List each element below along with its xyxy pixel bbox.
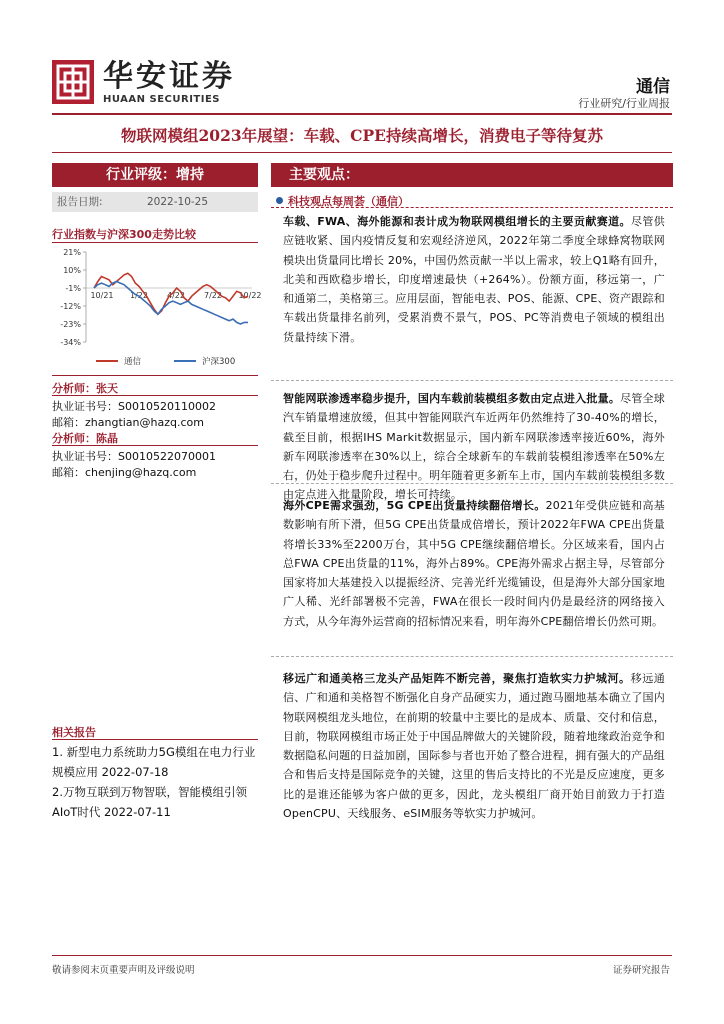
related-report-item[interactable]: 2.万物互联到万物智联，智能模组引领AIoT时代 2022-07-11 xyxy=(52,785,247,819)
y-tick-label: -1% xyxy=(65,284,81,293)
footer-label: 证券研究报告 xyxy=(612,965,670,976)
x-tick-label: 10/21 xyxy=(90,291,114,300)
x-tick-label: 4/22 xyxy=(167,291,185,300)
analyst-1-divider xyxy=(52,395,258,396)
paragraph xyxy=(283,212,665,347)
paragraph-lead: 移远广和通美格三龙头产品矩阵不断完善，聚焦打造软实力护城河。 xyxy=(283,672,631,685)
legend-label: 通信 xyxy=(124,357,142,367)
related-reports-divider xyxy=(52,739,258,740)
analyst-2-cert: 执业证书号：S0010522070001 xyxy=(52,450,216,463)
y-tick-label: -23% xyxy=(60,320,81,329)
weekly-section-label: 科技观点每周荟（通信） xyxy=(288,195,409,208)
report-date-row xyxy=(52,192,258,212)
title-divider xyxy=(52,152,672,153)
x-tick-label: 1/22 xyxy=(130,291,148,300)
analyst-2-divider xyxy=(52,445,258,446)
y-tick-label: 10% xyxy=(63,266,81,275)
report-date-label: 报告日期: xyxy=(57,196,103,208)
related-reports-title: 相关报告 xyxy=(52,726,96,739)
paragraph-divider xyxy=(271,380,673,382)
paragraph-divider xyxy=(271,483,673,485)
chart-divider xyxy=(52,242,258,243)
paragraph xyxy=(283,496,665,631)
company-logo-text: 华安证券 xyxy=(103,59,235,94)
paragraph-lead: 智能网联渗透率稳步提升，国内车载前装模组多数由定点进入批量。 xyxy=(283,392,621,405)
header-divider xyxy=(52,113,672,115)
analyst-1-title: 分析师：张天 xyxy=(52,382,118,395)
series-line-0 xyxy=(94,273,248,314)
analyst-1-cert: 执业证书号：S0010520110002 xyxy=(52,400,216,413)
related-report-item[interactable]: 1. 新型电力系统助力5G模组在电力行业规模应用 2022-07-18 xyxy=(52,745,256,779)
sector-label: 通信 xyxy=(636,77,670,97)
paragraph xyxy=(283,669,665,823)
index-comparison-chart xyxy=(52,244,262,374)
paragraph-body: 尽管供应链收紧、国内疫情反复和宏观经济逆风，2022年第二季度全球蜂窝物联网模块出货量同比增长 20%，中国仍然贡献一半以上需求，较上Q1略有回升，北美和西欧稳步增长，印度增速最快（+264%）。份额方面，移远第一，广和通第二，美格第三。应用层面，智能电表、POS、能源、CPE、资产跟踪和车载出货量排名前列，受累消费不景气，POS、PC等消费电子领域的模组出货量持续下滑。 xyxy=(283,215,665,344)
weekly-divider xyxy=(271,207,673,209)
report-date-value: 2022-10-25 xyxy=(147,196,209,208)
x-tick-label: 10/22 xyxy=(238,291,262,300)
paragraph-lead: 车载、FWA、海外能源和表计成为物联网模组增长的主要贡献赛道。 xyxy=(283,215,631,228)
key-points-header: 主要观点： xyxy=(271,163,673,187)
chart-title: 行业指数与沪深300走势比较 xyxy=(52,228,196,241)
legend-label: 沪深300 xyxy=(202,357,236,367)
paragraph-body: 2021年受供应链和高基数影响有所下滑，但5G CPE出货量成倍增长，预计2022年FWA CPE出货量将增长33%至2200万台，其中5G CPE继续翻倍增长。分区域来看，国内占总FWA CPE出货量的11%，海外占89%。CPE海外需求占据主导，尽管部分国家将加大基建投入以提振经济、完善光纤光缆铺设，但是海外大部分国家地广人稀、光纤部署极不完善，FWA在很长一段时间内仍是最经济的网络接入方式，从今年海外运营商的招标情况来看，明年海外CPE翻倍增长仍然可期。 xyxy=(283,499,665,628)
paragraph-lead: 海外CPE需求强劲，5G CPE出货量持续翻倍增长。 xyxy=(283,499,546,512)
paragraph-body: 尽管全球汽车销量增速放缓，但其中智能网联汽车近两年仍然维持了30-40%的增长，截至目前，根据IHS Markit数据显示，国内新车网联渗透率接近60%，海外新车网联渗透率在30%以上，综合全球新车的车载前装模组渗透率在50%左右，仍处于稳步爬升过程中。明年随着更多新车上市，国内车载前装模组多数由定点进入批量阶段，增长可持续。 xyxy=(283,392,665,502)
analyst-1-email[interactable]: 邮箱：zhangtian@hazq.com xyxy=(52,416,204,429)
paragraph xyxy=(283,389,665,505)
report-title: 物联网模组2023年展望：车载、CPE持续高增长，消费电子等待复苏 xyxy=(121,126,603,145)
y-tick-label: -34% xyxy=(60,338,81,347)
y-tick-label: -12% xyxy=(60,302,81,311)
industry-rating: 行业评级：增持 xyxy=(52,163,258,187)
analyst-2-title: 分析师：陈晶 xyxy=(52,432,118,445)
bullet-dot-icon xyxy=(276,197,283,204)
footer-disclaimer[interactable]: 敬请参阅末页重要声明及评级说明 xyxy=(52,965,195,976)
y-tick-label: 21% xyxy=(63,248,81,257)
paragraph-divider xyxy=(271,656,673,658)
x-tick-label: 7/22 xyxy=(204,291,222,300)
paragraph-body: 移远通信、广和通和美格智不断强化自身产品硬实力，通过跑马圈地基本确立了国内物联网模组龙头地位，在前期的较量中主要比的是成本、质量、交付和信息，目前，物联网模组市场正处于中国品牌做大的关键阶段，随着地缘政治竞争和数据隐私问题的日益加剧，国际参与者也开始了整合进程，拥有强大的产品组合和售后支持是国际竞争的关键，这里的售后支持比的不光是反应速度，更多比的是谁还能够为客户做的更多，因此，龙头模组厂商开始目前致力于打造OpenCPU、天线服务、eSIM服务等软实力护城河。 xyxy=(283,672,665,821)
company-logo-mark xyxy=(52,60,94,104)
company-logo-english: HUAAN SECURITIES xyxy=(103,94,220,105)
footer-divider xyxy=(52,955,672,956)
chart-bottom-divider xyxy=(52,375,258,376)
analyst-2-email[interactable]: 邮箱：chenjing@hazq.com xyxy=(52,466,197,479)
report-type: 行业研究/行业周报 xyxy=(578,97,670,110)
